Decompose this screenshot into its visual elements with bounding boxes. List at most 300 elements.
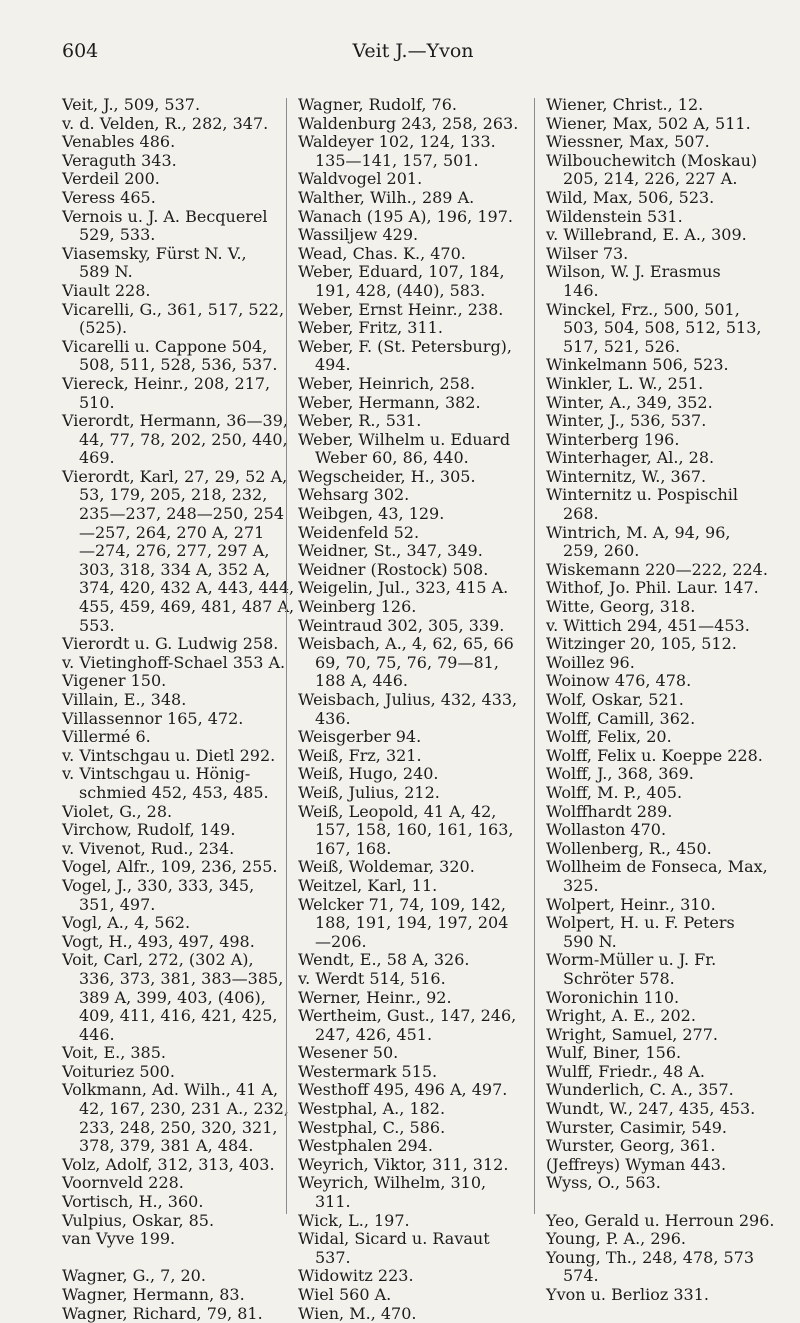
index-entry-line: Wehsarg 302. bbox=[298, 485, 410, 505]
index-entry-line: v. Vintschgau u. Dietl 292. bbox=[62, 745, 276, 765]
index-entry bbox=[298, 1100, 520, 1119]
index-entry-line: 510. bbox=[79, 392, 115, 412]
index-entry-line: Wagner, Richard, 79, 81. bbox=[62, 1303, 263, 1323]
index-entry-line: Vogel, J., 330, 333, 345, bbox=[62, 875, 255, 895]
index-entry bbox=[298, 579, 520, 598]
index-entry bbox=[62, 1063, 276, 1082]
index-entry-line: 53, 179, 205, 218, 232, bbox=[79, 485, 268, 505]
index-entry bbox=[298, 728, 520, 747]
index-entry bbox=[62, 858, 276, 877]
index-entry-line: (Jeffreys) Wyman 443. bbox=[546, 1154, 727, 1174]
index-entry-line: Worm-Müller u. J. Fr. bbox=[546, 950, 717, 970]
index-entry bbox=[546, 486, 776, 523]
index-entry bbox=[298, 951, 520, 970]
index-entry bbox=[62, 1193, 276, 1212]
index-entry bbox=[62, 338, 276, 375]
index-entry-line: Vierordt u. G. Ludwig 258. bbox=[62, 634, 279, 654]
index-entry bbox=[298, 301, 520, 320]
index-entry-line: 409, 411, 416, 421, 425, bbox=[79, 1006, 278, 1026]
index-entry-line: Wiener, Max, 502 A, 511. bbox=[546, 113, 751, 133]
index-entry-line: schmied 452, 453, 485. bbox=[79, 782, 269, 802]
index-entry-line: Weber, Eduard, 107, 184, bbox=[298, 262, 505, 282]
index-column-2 bbox=[298, 96, 520, 1323]
index-entry-line: Winterhager, Al., 28. bbox=[546, 448, 715, 468]
index-entry-line: Widal, Sicard u. Ravaut bbox=[298, 1229, 490, 1249]
index-entry-line: Voit, Carl, 272, (302 A), bbox=[62, 950, 254, 970]
index-entry bbox=[62, 1305, 276, 1323]
index-entry-line: Weintraud 302, 305, 339. bbox=[298, 615, 505, 635]
index-entry bbox=[62, 1212, 276, 1231]
index-entry-line: 590 N. bbox=[563, 931, 617, 951]
index-entry-line: Wesener 50. bbox=[298, 1043, 399, 1063]
index-entry-line: 503, 504, 508, 512, 513, bbox=[563, 318, 762, 338]
index-entry-line: Westhoff 495, 496 A, 497. bbox=[298, 1080, 508, 1100]
index-entry bbox=[62, 375, 276, 412]
running-head: Veit J.—Yvon bbox=[352, 40, 474, 62]
index-entry bbox=[546, 1007, 776, 1026]
index-entry-line: 247, 426, 451. bbox=[315, 1024, 433, 1044]
index-entry bbox=[298, 208, 520, 227]
index-entry-line: Wiessner, Max, 507. bbox=[546, 132, 710, 152]
index-column-3 bbox=[546, 96, 776, 1305]
index-entry-line: 259, 260. bbox=[563, 541, 640, 561]
index-entry-line: Wiel 560 A. bbox=[298, 1285, 392, 1304]
index-entry-line: 135—141, 157, 501. bbox=[315, 150, 479, 170]
index-entry-line: Wurster, Casimir, 549. bbox=[546, 1117, 728, 1137]
index-entry-line: Young, Th., 248, 478, 573 bbox=[546, 1247, 755, 1267]
index-entry bbox=[298, 505, 520, 524]
index-entry-line: 469. bbox=[79, 448, 115, 468]
index-entry-line: 303, 318, 334 A, 352 A, bbox=[79, 559, 271, 579]
index-entry-line: Widowitz 223. bbox=[298, 1266, 414, 1286]
index-entry bbox=[62, 672, 276, 691]
index-entry bbox=[298, 263, 520, 300]
index-entry-line: Wunderlich, C. A., 357. bbox=[546, 1080, 734, 1100]
index-entry bbox=[298, 375, 520, 394]
index-entry bbox=[298, 1174, 520, 1211]
index-entry-line: Veit, J., 509, 537. bbox=[62, 95, 201, 114]
index-entry bbox=[298, 1286, 520, 1305]
index-entry bbox=[298, 691, 520, 728]
index-entry-line: Vernois u. J. A. Becquerel bbox=[62, 206, 268, 226]
index-entry-line: Winkelmann 506, 523. bbox=[546, 355, 729, 375]
index-entry-line: Weber, Ernst Heinr., 238. bbox=[298, 299, 504, 319]
index-entry-line: Veress 465. bbox=[62, 187, 156, 207]
index-entry-line: 167, 168. bbox=[315, 838, 392, 858]
index-entry-line: Verdeil 200. bbox=[62, 169, 160, 189]
index-entry-line: Werner, Heinr., 92. bbox=[298, 987, 452, 1007]
index-entry-line: Woinow 476, 478. bbox=[546, 671, 692, 691]
index-entry-line: 351, 497. bbox=[79, 894, 156, 914]
index-entry bbox=[62, 840, 276, 859]
index-entry bbox=[546, 803, 776, 822]
index-entry bbox=[62, 282, 276, 301]
index-entry-line: Wild, Max, 506, 523. bbox=[546, 187, 715, 207]
index-entry-line: 42, 167, 230, 231 A., 232, bbox=[79, 1099, 290, 1119]
index-entry-line: Wildenstein 531. bbox=[546, 206, 683, 226]
index-entry bbox=[546, 449, 776, 468]
index-entry-line: Westphal, C., 586. bbox=[298, 1117, 446, 1137]
index-entry bbox=[546, 189, 776, 208]
index-entry-line: 336, 373, 381, 383—385, bbox=[79, 968, 284, 988]
index-entry-line: 537. bbox=[315, 1247, 351, 1267]
index-entry bbox=[298, 747, 520, 766]
index-entry-line: Wollaston 470. bbox=[546, 820, 667, 840]
index-entry-line: Westphal, A., 182. bbox=[298, 1099, 446, 1119]
index-entry bbox=[62, 1044, 276, 1063]
index-entry bbox=[546, 394, 776, 413]
index-entry bbox=[546, 1100, 776, 1119]
index-entry bbox=[298, 133, 520, 170]
index-entry bbox=[546, 896, 776, 915]
index-entry-line: Viault 228. bbox=[62, 280, 151, 300]
index-entry-line: Weyrich, Wilhelm, 310, bbox=[298, 1173, 487, 1193]
index-entry bbox=[298, 189, 520, 208]
index-entry bbox=[62, 208, 276, 245]
index-entry bbox=[298, 524, 520, 543]
index-entry bbox=[62, 950, 284, 1044]
index-entry bbox=[546, 617, 776, 636]
index-entry-line: Wanach (195 A), 196, 197. bbox=[298, 206, 513, 226]
index-entry bbox=[546, 821, 776, 840]
index-entry-line: 529, 533. bbox=[79, 225, 156, 245]
index-entry bbox=[298, 1063, 520, 1082]
index-entry-line: Weber, Wilhelm u. Eduard bbox=[298, 429, 511, 449]
index-entry-line: Wolf, Oskar, 521. bbox=[546, 690, 684, 709]
index-entry bbox=[546, 914, 776, 951]
index-entry-line: Wiskemann 220—222, 224. bbox=[546, 559, 768, 579]
index-entry-line: Vicarelli u. Cappone 504, bbox=[62, 336, 268, 356]
index-entry-line: Vierordt, Karl, 27, 29, 52 A, bbox=[62, 466, 288, 486]
index-entry-line: Wagner, Rudolf, 76. bbox=[298, 95, 457, 114]
index-entry bbox=[62, 170, 276, 189]
index-entry-line: v. Willebrand, E. A., 309. bbox=[546, 225, 747, 245]
index-entry bbox=[546, 989, 776, 1008]
index-entry-line: 191, 428, (440), 583. bbox=[315, 280, 486, 300]
index-entry-line: Waldvogel 201. bbox=[298, 169, 423, 189]
index-entry-line: v. Werdt 514, 516. bbox=[298, 968, 446, 988]
index-entry bbox=[298, 970, 520, 989]
index-entry bbox=[546, 1044, 776, 1063]
index-entry-line: Wolff, M. P., 405. bbox=[546, 782, 683, 802]
index-entry-line: Wurster, Georg, 361. bbox=[546, 1136, 716, 1156]
index-entry bbox=[62, 634, 279, 654]
index-entry bbox=[546, 579, 776, 598]
index-entry-line: Welcker 71, 74, 109, 142, bbox=[298, 894, 506, 914]
index-entry-line: 494. bbox=[315, 355, 351, 375]
index-entry-line: Wright, Samuel, 277. bbox=[546, 1024, 718, 1044]
index-entry-line: Wassiljew 429. bbox=[298, 225, 419, 245]
index-entry bbox=[298, 877, 520, 896]
index-entry bbox=[546, 301, 776, 357]
index-entry bbox=[298, 394, 520, 413]
index-entry bbox=[298, 338, 520, 375]
index-entry-line: Witte, Georg, 318. bbox=[546, 597, 696, 617]
index-entry-line: Viereck, Heinr., 208, 217, bbox=[62, 373, 271, 393]
index-entry bbox=[546, 858, 776, 895]
index-entry-line: Wolpert, Heinr., 310. bbox=[546, 894, 716, 914]
index-entry bbox=[546, 115, 776, 134]
index-entry bbox=[62, 877, 276, 914]
index-entry-line: Weidenfeld 52. bbox=[298, 522, 420, 542]
index-entry-line: 553. bbox=[79, 615, 115, 635]
index-entry-line: Withof, Jo. Phil. Laur. 147. bbox=[546, 578, 759, 598]
index-entry-line: Wulf, Biner, 156. bbox=[546, 1043, 682, 1063]
index-entry bbox=[62, 1267, 276, 1286]
index-entry-line: Winter, J., 536, 537. bbox=[546, 411, 707, 431]
index-entry-line: Wilser 73. bbox=[546, 243, 629, 263]
index-entry-line: 235—237, 248—250, 254 bbox=[79, 504, 285, 524]
index-entry-line: Waldenburg 243, 258, 263. bbox=[298, 113, 519, 133]
index-entry-line: 146. bbox=[563, 280, 599, 300]
index-entry-line: Wertheim, Gust., 147, 246, bbox=[298, 1006, 517, 1026]
index-entry-line: Winkler, L. W., 251. bbox=[546, 373, 704, 393]
index-entry bbox=[546, 1230, 776, 1249]
column-divider bbox=[534, 98, 535, 1214]
index-entry-line: v. Wittich 294, 451—453. bbox=[546, 615, 750, 635]
index-entry bbox=[298, 1267, 520, 1286]
index-entry-line: Weisgerber 94. bbox=[298, 727, 422, 747]
index-entry-line: Walther, Wilh., 289 A. bbox=[298, 187, 475, 207]
index-entry-line: Weidner, St., 347, 349. bbox=[298, 541, 483, 561]
index-entry-line: Weber 60, 86, 440. bbox=[315, 448, 469, 468]
index-entry bbox=[298, 226, 520, 245]
section-gap bbox=[62, 1249, 276, 1268]
index-entry-line: 69, 70, 75, 76, 79—81, bbox=[315, 652, 499, 672]
index-entry bbox=[298, 431, 520, 468]
index-entry bbox=[298, 896, 520, 952]
index-entry-line: Wolff, Camill, 362. bbox=[546, 708, 696, 728]
index-entry-line: van Vyve 199. bbox=[62, 1229, 176, 1249]
index-entry bbox=[546, 152, 776, 189]
index-entry bbox=[546, 951, 776, 988]
index-entry bbox=[546, 1081, 776, 1100]
index-entry bbox=[298, 245, 520, 264]
index-entry bbox=[546, 468, 776, 487]
index-entry bbox=[546, 728, 776, 747]
index-entry bbox=[546, 1063, 776, 1082]
index-entry-line: Witzinger 20, 105, 512. bbox=[546, 634, 737, 654]
index-entry bbox=[546, 263, 776, 300]
index-entry bbox=[62, 914, 276, 933]
index-entry-line: Weber, R., 531. bbox=[298, 411, 422, 431]
index-entry bbox=[62, 1080, 290, 1156]
index-entry-line: Weigelin, Jul., 323, 415 A. bbox=[298, 578, 509, 598]
index-entry-line: Woronichin 110. bbox=[546, 987, 680, 1007]
index-entry-line: Villain, E., 348. bbox=[62, 690, 187, 709]
index-entry bbox=[62, 466, 295, 635]
index-entry bbox=[546, 412, 776, 431]
index-entry bbox=[298, 486, 520, 505]
index-entry bbox=[62, 747, 276, 766]
index-entry bbox=[298, 561, 520, 580]
index-entry-line: (525). bbox=[79, 318, 128, 338]
index-entry bbox=[62, 245, 276, 282]
index-entry bbox=[546, 747, 776, 766]
index-entry-line: Weisbach, Julius, 432, 433, bbox=[298, 690, 518, 709]
index-entry-line: Wollheim de Fonseca, Max, bbox=[546, 857, 768, 877]
index-entry bbox=[298, 319, 520, 338]
index-entry bbox=[298, 617, 520, 636]
index-entry bbox=[62, 152, 276, 171]
index-entry-line: Young, P. A., 296. bbox=[546, 1229, 686, 1249]
index-entry bbox=[62, 299, 285, 338]
index-entry-line: Vortisch, H., 360. bbox=[62, 1192, 204, 1212]
index-entry bbox=[298, 803, 520, 859]
index-entry bbox=[298, 784, 520, 803]
index-entry-line: Wilson, W. J. Erasmus bbox=[546, 262, 721, 282]
index-entry-line: Wilbouchewitch (Moskau) bbox=[546, 150, 758, 170]
index-entry-line: Wegscheider, H., 305. bbox=[298, 466, 476, 486]
index-entry-line: Weber, Fritz, 311. bbox=[298, 318, 443, 338]
index-entry-line: —206. bbox=[315, 931, 367, 951]
index-entry bbox=[298, 170, 520, 189]
index-entry-line: Weber, Heinrich, 258. bbox=[298, 373, 476, 393]
index-entry-line: 233, 248, 250, 320, 321, bbox=[79, 1117, 278, 1137]
index-entry-line: Winter, A., 349, 352. bbox=[546, 392, 713, 412]
index-entry-line: Westermark 515. bbox=[298, 1061, 438, 1081]
index-entry-line: Wead, Chas. K., 470. bbox=[298, 243, 466, 263]
index-entry-line: Violet, G., 28. bbox=[62, 801, 173, 821]
index-entry bbox=[62, 803, 276, 822]
index-entry bbox=[546, 1156, 776, 1175]
index-entry-line: Wick, L., 197. bbox=[298, 1210, 410, 1230]
section-gap bbox=[546, 1193, 776, 1212]
index-entry bbox=[546, 561, 776, 580]
index-entry-line: Wagner, Hermann, 83. bbox=[62, 1285, 245, 1304]
index-entry-line: 574. bbox=[563, 1266, 599, 1286]
index-entry-line: Voituriez 500. bbox=[62, 1061, 175, 1081]
index-entry-line: Weyrich, Viktor, 311, 312. bbox=[298, 1154, 509, 1174]
index-columns bbox=[62, 95, 776, 1323]
index-entry-line: Weidner (Rostock) 508. bbox=[298, 559, 489, 579]
index-entry-line: 268. bbox=[563, 504, 599, 524]
index-entry-line: Weiß, Frz, 321. bbox=[298, 745, 422, 765]
index-entry-line: Vigener 150. bbox=[62, 671, 167, 691]
index-entry bbox=[62, 189, 276, 208]
index-entry-line: Voit, E., 385. bbox=[62, 1043, 166, 1063]
index-entry bbox=[298, 989, 520, 1008]
index-entry bbox=[62, 115, 276, 134]
index-entry bbox=[546, 654, 776, 673]
index-entry-line: 378, 379, 381 A, 484. bbox=[79, 1136, 254, 1156]
index-entry-line: Villermé 6. bbox=[62, 727, 151, 747]
index-entry bbox=[298, 1081, 520, 1100]
index-entry-line: Winterberg 196. bbox=[546, 429, 680, 449]
index-entry-line: Wolffhardt 289. bbox=[546, 801, 673, 821]
index-entry-line: Wintrich, M. A, 94, 96, bbox=[546, 522, 731, 542]
index-entry-line: Waldeyer 102, 124, 133. bbox=[298, 132, 496, 152]
index-entry-line: Wagner, G., 7, 20. bbox=[62, 1266, 206, 1286]
index-entry-line: Weiß, Hugo, 240. bbox=[298, 764, 439, 784]
index-entry bbox=[546, 710, 776, 729]
index-entry-line: Wolff, J., 368, 369. bbox=[546, 764, 694, 784]
index-entry-line: 205, 214, 226, 227 A. bbox=[563, 169, 738, 189]
index-entry-line: Weinberg 126. bbox=[298, 597, 417, 617]
index-entry-line: v. Vietinghoff-Schael 353 A. bbox=[62, 652, 286, 672]
index-entry-line: Winckel, Frz., 500, 501, bbox=[546, 299, 740, 319]
index-entry-line: Westphalen 294. bbox=[298, 1136, 433, 1156]
index-entry bbox=[546, 1286, 776, 1305]
index-entry bbox=[546, 672, 776, 691]
index-entry-line: Yeo, Gerald u. Herroun 296. bbox=[546, 1210, 775, 1230]
index-entry bbox=[62, 1156, 276, 1175]
index-entry bbox=[298, 1119, 520, 1138]
index-entry-line: 157, 158, 160, 161, 163, bbox=[315, 820, 514, 840]
index-entry-line: 325. bbox=[563, 875, 599, 895]
index-entry-line: Vicarelli, G., 361, 517, 522, bbox=[62, 299, 285, 319]
index-entry bbox=[62, 1286, 276, 1305]
index-entry bbox=[62, 1174, 276, 1193]
index-entry bbox=[298, 96, 520, 115]
index-entry bbox=[298, 1007, 520, 1044]
index-entry-line: Wyss, O., 563. bbox=[546, 1173, 661, 1193]
index-entry bbox=[546, 691, 776, 710]
index-entry-line: Wright, A. E., 202. bbox=[546, 1006, 696, 1026]
index-entry-line: v. Vivenot, Rud., 234. bbox=[62, 838, 235, 858]
index-entry-line: 455, 459, 469, 481, 487 A, bbox=[79, 597, 295, 617]
column-divider bbox=[286, 98, 287, 1214]
index-entry-line: Vogl, A., 4, 562. bbox=[62, 913, 191, 933]
index-entry bbox=[546, 1249, 776, 1286]
index-entry bbox=[546, 1119, 776, 1138]
index-entry-line: Weiß, Leopold, 41 A, 42, bbox=[298, 801, 497, 821]
index-entry bbox=[62, 96, 276, 115]
index-entry-line: —274, 276, 277, 297 A, bbox=[79, 541, 270, 561]
index-entry bbox=[546, 356, 776, 375]
index-entry-line: 311. bbox=[315, 1192, 351, 1212]
index-entry bbox=[298, 1212, 520, 1231]
index-entry bbox=[546, 1137, 776, 1156]
index-entry bbox=[546, 635, 776, 654]
index-entry bbox=[546, 784, 776, 803]
index-entry bbox=[62, 652, 286, 673]
index-entry-line: Weitzel, Karl, 11. bbox=[298, 875, 438, 895]
index-entry-line: Weiß, Julius, 212. bbox=[298, 782, 440, 802]
index-entry bbox=[546, 375, 776, 394]
index-entry-line: —257, 264, 270 A, 271 bbox=[79, 522, 265, 542]
index-entry bbox=[546, 208, 776, 227]
index-entry bbox=[546, 96, 776, 115]
index-entry-line: Virchow, Rudolf, 149. bbox=[62, 820, 236, 840]
index-entry-line: Weibgen, 43, 129. bbox=[298, 504, 445, 524]
index-entry bbox=[546, 133, 776, 152]
index-entry-line: Viasemsky, Fürst N. V., bbox=[62, 243, 247, 263]
index-entry-line: Yvon u. Berlioz 331. bbox=[546, 1285, 709, 1304]
index-entry-line: Wien, M., 470. bbox=[298, 1303, 417, 1323]
index-entry-line: Wendt, E., 58 A, 326. bbox=[298, 950, 470, 970]
index-entry-line: Wolpert, H. u. F. Peters bbox=[546, 913, 735, 933]
index-entry-line: Schröter 578. bbox=[563, 968, 675, 988]
index-entry-line: 508, 511, 528, 536, 537. bbox=[79, 355, 278, 375]
index-entry bbox=[62, 1230, 276, 1249]
index-entry-line: v. Vintschgau u. Hönig- bbox=[62, 764, 251, 784]
index-entry-line: Villassennor 165, 472. bbox=[62, 708, 244, 728]
index-entry-line: 589 N. bbox=[79, 262, 133, 282]
index-entry bbox=[298, 1156, 520, 1175]
index-entry-line: Volkmann, Ad. Wilh., 41 A, bbox=[62, 1080, 279, 1100]
index-entry bbox=[62, 691, 276, 710]
index-entry bbox=[546, 431, 776, 450]
index-entry bbox=[546, 245, 776, 264]
index-entry-line: Veraguth 343. bbox=[62, 150, 177, 170]
index-entry-line: Weiß, Woldemar, 320. bbox=[298, 857, 475, 877]
page-header bbox=[62, 40, 764, 70]
index-entry-line: Woillez 96. bbox=[546, 652, 635, 672]
index-entry-line: Wollenberg, R., 450. bbox=[546, 838, 712, 858]
index-entry-line: 517, 521, 526. bbox=[563, 336, 681, 356]
index-entry bbox=[298, 598, 520, 617]
